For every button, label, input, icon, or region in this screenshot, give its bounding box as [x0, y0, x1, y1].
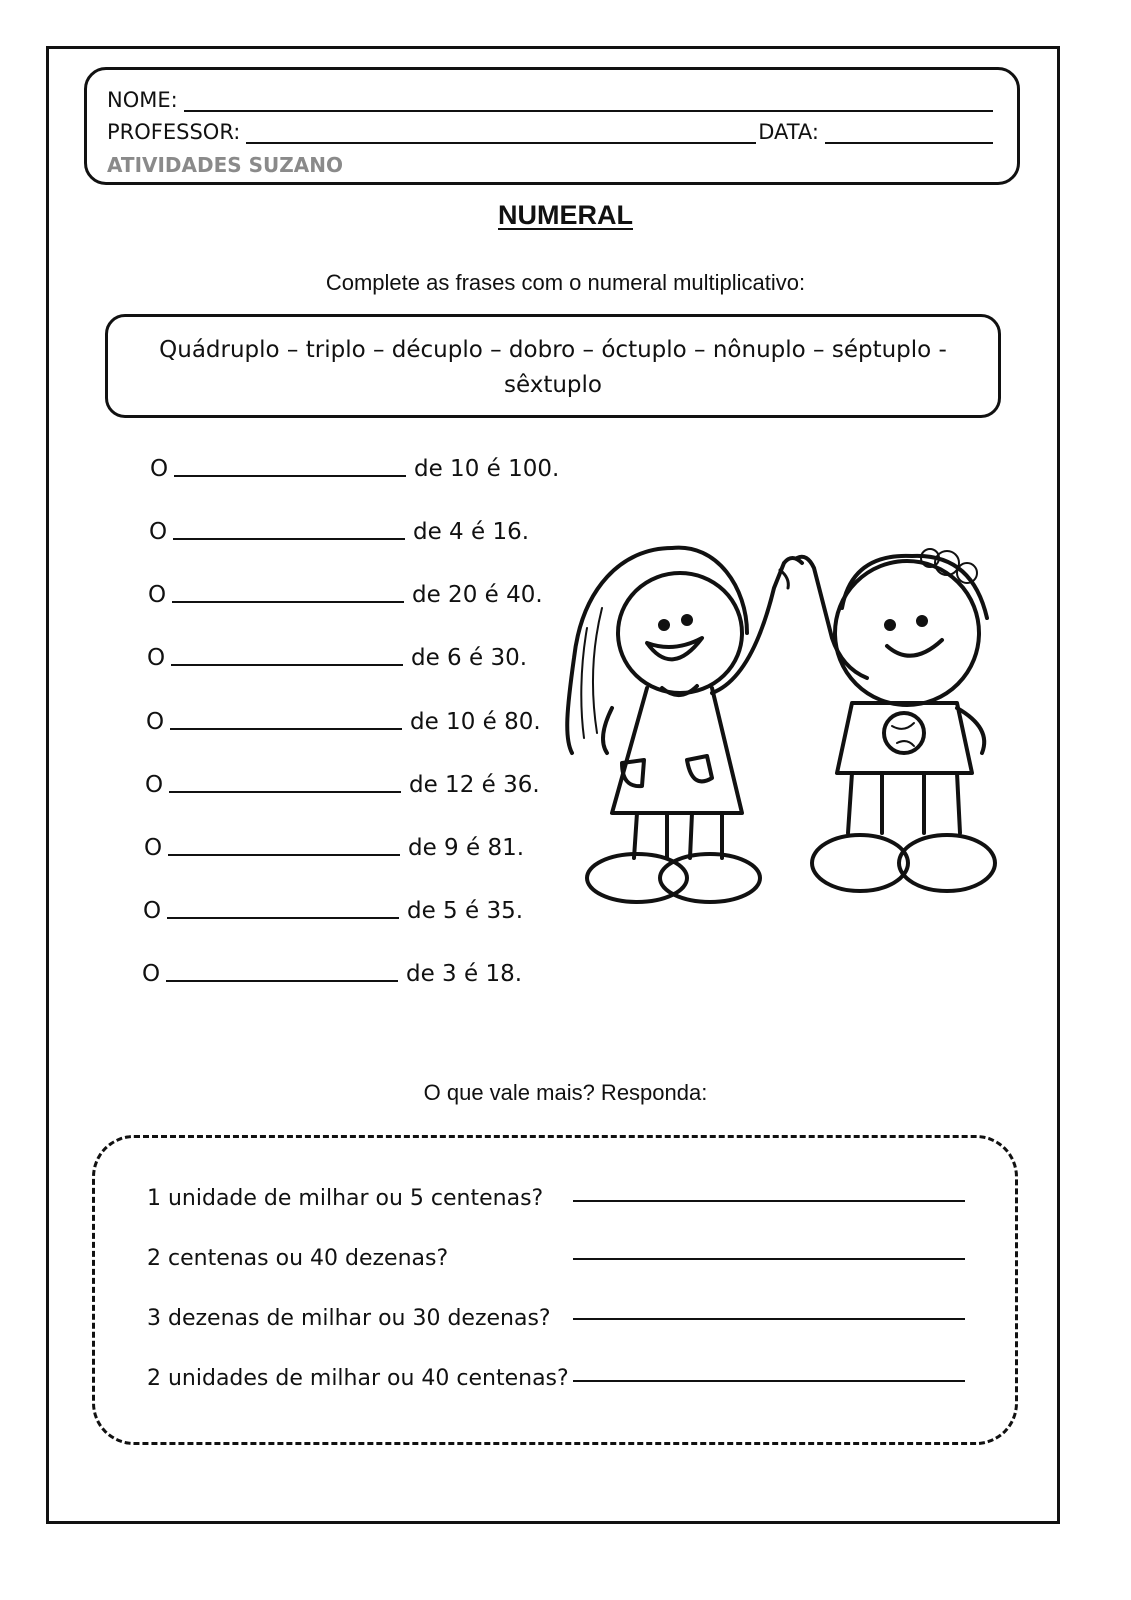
- date-field[interactable]: [825, 124, 993, 144]
- sentence-4: [147, 643, 527, 673]
- sentence-text: de 10 é 100.: [414, 456, 560, 482]
- sentence-article: O: [148, 582, 167, 608]
- date-label: DATA:: [758, 120, 819, 144]
- brand-label: ATIVIDADES SUZANO: [107, 153, 344, 177]
- sentence-text: de 6 é 30.: [411, 645, 528, 671]
- answer-line[interactable]: [573, 1380, 965, 1382]
- professor-label: PROFESSOR:: [107, 120, 241, 144]
- sentence-article: O: [142, 961, 161, 987]
- sentence-article: O: [147, 645, 166, 671]
- sentence-text: de 9 é 81.: [408, 835, 525, 861]
- word-bank-text: Quádruplo – triplo – décuplo – dobro – óctuplo – nônuplo – séptuplo - sêxtuplo: [159, 337, 947, 398]
- answer-blank[interactable]: [172, 587, 404, 603]
- page-title: NUMERAL: [498, 200, 633, 230]
- answer-blank[interactable]: [170, 714, 402, 730]
- sentence-article: O: [146, 709, 165, 735]
- sentence-text: de 5 é 35.: [407, 898, 524, 924]
- sentence-9: [142, 959, 522, 989]
- answer-line[interactable]: [573, 1258, 965, 1260]
- question-title: O que vale mais? Responda:: [423, 1080, 708, 1105]
- sentence-text: de 3 é 18.: [406, 961, 523, 987]
- sentence-6: [145, 770, 540, 800]
- sentence-3: [148, 580, 543, 610]
- question-4: 2 unidades de milhar ou 40 centenas?: [147, 1366, 569, 1391]
- answer-line[interactable]: [573, 1318, 965, 1320]
- sentence-8: [143, 896, 523, 926]
- answer-blank[interactable]: [174, 461, 406, 477]
- sentence-text: de 10 é 80.: [410, 709, 541, 735]
- sentence-article: O: [143, 898, 162, 924]
- sentence-article: O: [145, 772, 164, 798]
- sentence-text: de 20 é 40.: [412, 582, 543, 608]
- answer-blank[interactable]: [171, 650, 403, 666]
- question-1: 1 unidade de milhar ou 5 centenas?: [147, 1186, 544, 1211]
- answer-line[interactable]: [573, 1200, 965, 1202]
- questions-box: [92, 1135, 1018, 1445]
- answer-blank[interactable]: [168, 840, 400, 856]
- sentence-1: [150, 454, 559, 484]
- question-2: 2 centenas ou 40 dezenas?: [147, 1246, 449, 1271]
- word-bank: [105, 314, 1001, 418]
- answer-blank[interactable]: [166, 966, 398, 982]
- header-box: [84, 67, 1020, 185]
- answer-blank[interactable]: [167, 903, 399, 919]
- sentence-article: O: [149, 519, 168, 545]
- sentence-2: [149, 517, 529, 547]
- answer-blank[interactable]: [169, 777, 401, 793]
- kids-high-five-illustration: [552, 528, 1007, 913]
- name-field[interactable]: [184, 92, 993, 112]
- sentence-7: [144, 833, 524, 863]
- sentence-5: [146, 707, 541, 737]
- sentence-text: de 4 é 16.: [413, 519, 530, 545]
- instruction: Complete as frases com o numeral multiplicativo:: [325, 270, 806, 295]
- professor-row: [107, 120, 993, 144]
- sentence-text: de 12 é 36.: [409, 772, 540, 798]
- sentence-article: O: [150, 456, 169, 482]
- name-label: NOME:: [107, 88, 178, 112]
- sentence-article: O: [144, 835, 163, 861]
- question-3: 3 dezenas de milhar ou 30 dezenas?: [147, 1306, 551, 1331]
- answer-blank[interactable]: [173, 524, 405, 540]
- name-row: [107, 88, 993, 112]
- professor-field[interactable]: [246, 124, 756, 144]
